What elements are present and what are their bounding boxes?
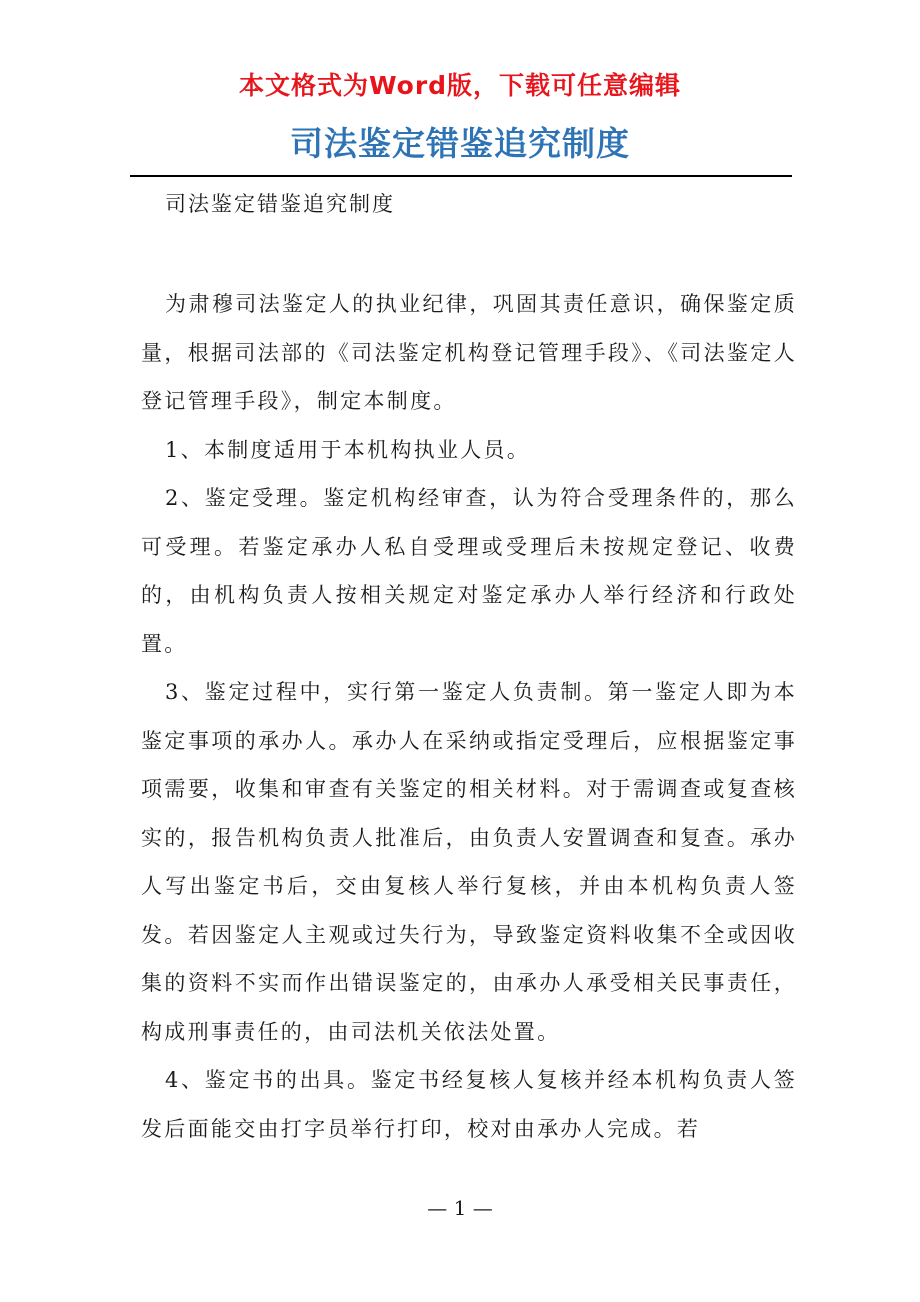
paragraph-intro: 为肃穆司法鉴定人的执业纪律，巩固其责任意识，确保鉴定质量，根据司法部的《司法鉴定机构登记管理手段》、《司法鉴定人登记管理手段》，制定本制度。 [141,292,797,413]
document-subtitle: 司法鉴定错鉴追究制度 [165,192,395,216]
title-divider [130,175,792,177]
page-number: — 1 — [427,1196,493,1220]
paragraph-clause-3: 3、鉴定过程中，实行第一鉴定人负责制。第一鉴定人即为本鉴定事项的承办人。承办人在采纳或指定受理后，应根据鉴定事项需要，收集和审查有关鉴定的相关材料。对于需调查或复查核实的，报告机构负责人批准后，由负责人安置调查和复查。承办人写出鉴定书后，交由复核人举行复核，并由本机构负责人签发。若因鉴定人主观或过失行为，导致鉴定资料收集不全或因收集的资料不实而作出错误鉴定的，由承办人承受相关民事责任，构成刑事责任的，由司法机关依法处置。 [141,680,797,1044]
format-notice-banner: 本文格式为Word版，下载可任意编辑 [238,71,682,100]
paragraph-clause-1: 1、本制度适用于本机构执业人员。 [165,437,531,462]
document-title: 司法鉴定错鉴追究制度 [290,124,630,163]
document-body [141,280,797,1153]
paragraph-clause-2: 2、鉴定受理。鉴定机构经审查，认为符合受理条件的，那么可受理。若鉴定承办人私自受理或受理后未按规定登记、收费的，由机构负责人按相关规定对鉴定承办人举行经济和行政处置。 [141,486,797,656]
paragraph-clause-4: 4、鉴定书的出具。鉴定书经复核人复核并经本机构负责人签发后面能交由打字员举行打印，校对由承办人完成。若 [141,1068,797,1141]
